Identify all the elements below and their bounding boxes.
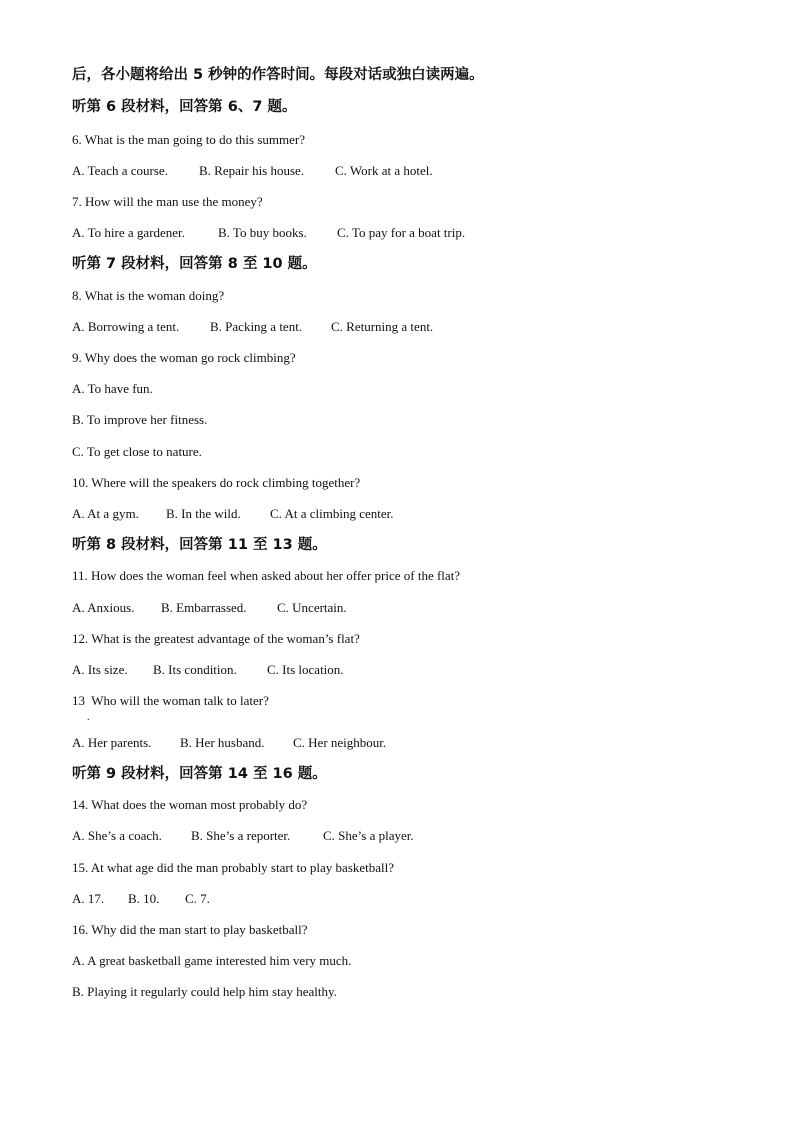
answer-option: C. Work at a hotel.	[335, 163, 433, 178]
answer-option: C. To pay for a boat trip.	[337, 225, 466, 240]
question-text: 11. How does the woman feel when asked about her offer price of the flat?	[72, 568, 461, 583]
section-header: 听第 8 段材料，回答第 11 至 13 题。	[72, 537, 327, 553]
intro-instruction: 后，各小题将给出 5 秒钟的作答时间。每段对话或独白读两遍。	[72, 67, 484, 83]
question-text: 16. Why did the man start to play basketball?	[72, 922, 308, 937]
answer-option: B. To buy books.	[218, 225, 307, 240]
answer-option: B. Embarrassed.	[161, 600, 247, 615]
answer-option: C. She’s a player.	[323, 828, 414, 843]
question-text: 13 Who will the woman talk to later?	[72, 693, 269, 708]
answer-option: C. 7.	[185, 891, 210, 906]
question-text: 9. Why does the woman go rock climbing?	[72, 350, 296, 365]
answer-option: A. A great basketball game interested him very much.	[72, 953, 352, 968]
answer-option: A. Its size.	[72, 662, 128, 677]
question-text: 7. How will the man use the money?	[72, 194, 263, 209]
answer-option: B. Her husband.	[180, 735, 265, 750]
section-header: 听第 7 段材料，回答第 8 至 10 题。	[72, 256, 317, 272]
answer-option: B. She’s a reporter.	[191, 828, 291, 843]
answer-option: A. Teach a course.	[72, 163, 168, 178]
answer-option: C. Uncertain.	[277, 600, 347, 615]
answer-option: B. Packing a tent.	[210, 319, 303, 334]
answer-option: B. In the wild.	[166, 506, 241, 521]
answer-option: C. To get close to nature.	[72, 444, 202, 459]
answer-option: A. To hire a gardener.	[72, 225, 185, 240]
answer-option: C. At a climbing center.	[270, 506, 394, 521]
question-text: 6. What is the man going to do this summer?	[72, 132, 306, 147]
answer-option: A. Her parents.	[72, 735, 152, 750]
question-text: 12. What is the greatest advantage of the woman’s flat?	[72, 631, 360, 646]
question-text: 8. What is the woman doing?	[72, 288, 225, 303]
question-text: 14. What does the woman most probably do?	[72, 797, 308, 812]
stray-dot: .	[87, 712, 90, 723]
answer-option: B. Playing it regularly could help him stay healthy.	[72, 984, 337, 999]
answer-option: B. Its condition.	[153, 662, 237, 677]
answer-option: A. Borrowing a tent.	[72, 319, 180, 334]
answer-option: B. Repair his house.	[199, 163, 305, 178]
question-text: 10. Where will the speakers do rock climbing together?	[72, 475, 361, 490]
answer-option: A. At a gym.	[72, 506, 139, 521]
question-text: 15. At what age did the man probably start to play basketball?	[72, 860, 395, 875]
answer-option: A. 17.	[72, 891, 105, 906]
answer-option: C. Her neighbour.	[293, 735, 387, 750]
answer-option: C. Returning a tent.	[331, 319, 434, 334]
section-header: 听第 9 段材料，回答第 14 至 16 题。	[72, 766, 327, 782]
answer-option: A. To have fun.	[72, 381, 153, 396]
answer-option: A. She’s a coach.	[72, 828, 162, 843]
section-header: 听第 6 段材料，回答第 6、7 题。	[72, 99, 297, 115]
answer-option: A. Anxious.	[72, 600, 135, 615]
answer-option: B. 10.	[128, 891, 160, 906]
answer-option: C. Its location.	[267, 662, 344, 677]
answer-option: B. To improve her fitness.	[72, 412, 208, 427]
